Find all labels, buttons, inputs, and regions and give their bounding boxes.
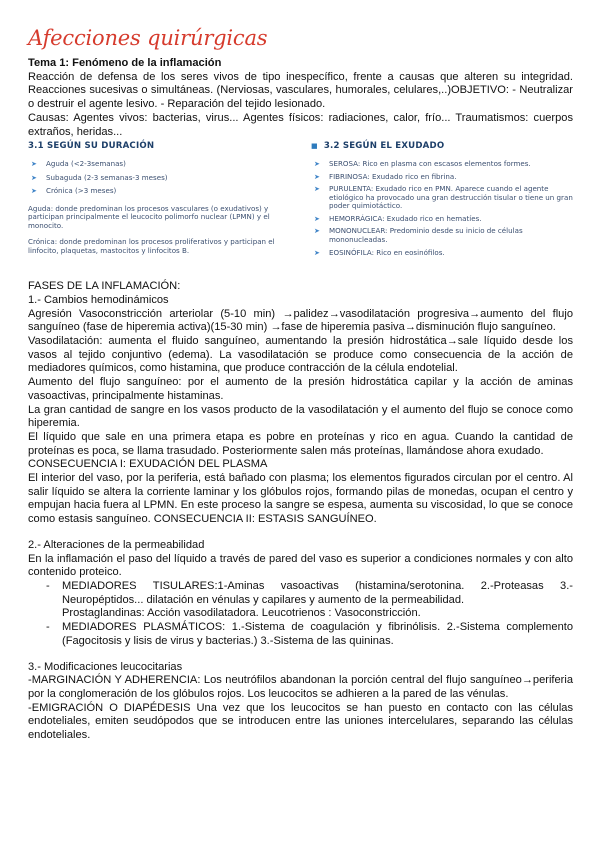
arrow-bullet-icon: ➤ xyxy=(314,185,320,194)
acute-note: Aguda: donde predominan los procesos vasculares (o exudativos) y participan principalmente el leucocito polimorfo nuclear (LPMN) y el monocito. xyxy=(28,203,270,230)
exudate-item: ➤ SEROSA: Rico en plasma con escasos elementos formes. xyxy=(314,158,531,168)
arrow-bullet-icon: ➤ xyxy=(314,159,320,168)
chronic-note: Crónica: donde predominan los procesos proliferativos y participan el linfocito, plaquetas, mastocitos y linfocitos B. xyxy=(28,237,275,256)
section-3-paragraph: -MARGINACIÓN Y ADHERENCIA: Los neutrófilos abandonan la porción central del flujo sanguíneo→periferia por la conglomeración de los glóbulos rojos. Los leucocitos se adhieren a la pared de las vénulas. xyxy=(28,674,573,700)
arrow-bullet-icon: ➤ xyxy=(314,214,320,223)
exudate-item: ➤ HEMORRÁGICA: Exudado rico en hematíes. xyxy=(314,213,482,223)
section-2-heading: 2.- Alteraciones de la permeabilidad xyxy=(28,538,205,551)
arrow-bullet-icon: ➤ xyxy=(314,227,320,236)
arrow-bullet-icon: ➤ xyxy=(31,173,37,182)
duration-heading: 3.1 SEGÚN SU DURACIÓN xyxy=(28,141,155,152)
duration-item: ➤ Aguda (<2-3semanas) xyxy=(31,158,126,168)
duration-notes xyxy=(28,205,293,256)
exudate-panel xyxy=(311,140,573,277)
causes-paragraph: Causas: Agentes vivos: bacterias, virus... Agentes físicos: radiaciones, calor, frío... Traumatismos: cuerpos extraños, heridas... xyxy=(28,111,573,138)
topic-heading: Tema 1: Fenómeno de la inflamación xyxy=(28,57,222,69)
classification-figure xyxy=(28,140,573,277)
phases-heading: FASES DE LA INFLAMACIÓN: xyxy=(28,280,181,293)
duration-list xyxy=(28,160,293,196)
exudate-item: ➤ EOSINÓFILA: Rico en eosinófilos. xyxy=(314,247,445,257)
arrow-bullet-icon: ➤ xyxy=(31,187,37,196)
spacer xyxy=(28,527,573,539)
section-2-intro: En la inflamación el paso del líquido a través de pared del vaso es superior a condiciones normales y con alto contenido proteico. xyxy=(28,552,573,579)
section-1-paragraph: El interior del vaso, por la periferia, está bañado con plasma; los elementos figurados circulan por el centro. Al salir líquido se altera la corriente laminar y los glóbulos rojos, formando pilas de monedas, ocupan el centro y empujan hacia fuera al LPMN. En este proceso la sangre se espesa, aumenta su viscosidad, lo que se conoce como estasis sanguíneo. CONSECUENCIA II: ESTASIS SANGUÍNEO. xyxy=(28,472,573,526)
section-1-paragraph: La gran cantidad de sangre en los vasos producto de la vasodilatación y el aumento del flujo se conoce como hiperemia. xyxy=(28,403,573,430)
consequence-1-heading: CONSECUENCIA I: EXUDACIÓN DEL PLASMA xyxy=(28,458,268,471)
intro-paragraph: Reacción de defensa de los seres vivos de tipo inespecífico, frente a causas que alteren su integridad. Reacciones sucesivas o simultáneas. (Nerviosas, vasculares, humorales, celulares,..)OBJETIVO: - Neutralizar o destruir el agente lesivo. - Reparación del tejido lesionado. xyxy=(28,70,573,111)
arrow-bullet-icon: ➤ xyxy=(314,248,320,257)
spacer xyxy=(28,649,573,661)
tissue-mediators-item: - MEDIADORES TISULARES:1-Aminas vasoactivas (histamina/serotonina. 2.-Proteasas 3.-Neuropéptidos... dilatación en vénulas y capilares y aumento de la permeabilidad. Prostaglandinas: Acción vasodilatadora. Leucotrienos : Vasoconstricción. xyxy=(46,579,573,620)
section-1-paragraph: Agresión Vasoconstricción arteriolar (5-10 min) →palidez→vasodilatación progresiva→aumento del flujo sanguíneo (fase de hiperemia activa)(15-30 min) →fase de hiperemia pasiva→disminución flujo sanguíneo. xyxy=(28,307,573,334)
section-1-paragraph: Aumento del flujo sanguíneo: por el aumento de la presión hidrostática capilar y la acción de aminas vasoactivas, principalmente histaminas. xyxy=(28,376,573,402)
document-title: Afecciones quirúrgicas xyxy=(28,26,268,50)
square-bullet-icon: ■ xyxy=(311,142,318,151)
section-3-heading: 3.- Modificaciones leucocitarias xyxy=(28,660,183,673)
duration-panel xyxy=(28,140,293,277)
exudate-item: ➤ MONONUCLEAR: Predominio desde su inicio de células mononucleadas. xyxy=(314,226,523,245)
prostaglandins-line: Prostaglandinas: Acción vasodilatadora. Leucotrienos : Vasoconstricción. xyxy=(62,607,421,620)
section-3-paragraph: -EMIGRACIÓN O DIAPÉDESIS Una vez que los leucocitos se han puesto en contacto con las células endoteliales, emiten seudópodos que se introducen entre las uniones intercelulares, separando las células endoteliales. xyxy=(28,701,573,742)
section-1-paragraph: Vasodilatación: aumenta el fluido sanguíneo, aumentando la presión hidrostática→sale líquido desde los vasos al tejido conjuntivo (edema). La vasodilatación se produce como consecuencia de la acción de mediadores químicos, como histamina, que produce contracción de la célula endotelial. xyxy=(28,335,573,375)
section-1-heading: 1.- Cambios hemodinámicos xyxy=(28,293,169,306)
exudate-heading: ■ 3.2 SEGÚN EL EXUDADO xyxy=(311,141,445,152)
plasma-mediators-item: - MEDIADORES PLASMÁTICOS: 1.-Sistema de coagulación y fibrinólisis. 2.-Sistema complemento (Fagocitosis y lisis de virus y bacterias.) 3.-Sistema de las quininas. xyxy=(46,621,573,647)
arrow-bullet-icon: ➤ xyxy=(314,172,320,181)
mediators-list xyxy=(28,580,573,649)
exudate-item: ➤ PURULENTA: Exudado rico en PMN. Aparece cuando el agente etiológico ha provocado una gran destrucción tisular o tiene un gran poder quimiotáctico. xyxy=(314,184,573,211)
exudate-item: ➤ FIBRINOSA: Exudado rico en fibrina. xyxy=(314,171,457,181)
document-body xyxy=(28,57,573,743)
arrow-bullet-icon: ➤ xyxy=(31,159,37,168)
section-1-paragraph: El líquido que sale en una primera etapa es pobre en proteínas y rico en agua. Cuando la cantidad de proteínas es poca, se llama trasudado. Posteriormente salen más proteínas, llamándose ahora exudado. xyxy=(28,430,573,457)
exudate-list xyxy=(311,160,573,257)
duration-item: ➤ Subaguda (2-3 semanas-3 meses) xyxy=(31,172,168,182)
duration-item: ➤ Crónica (>3 meses) xyxy=(31,186,117,196)
